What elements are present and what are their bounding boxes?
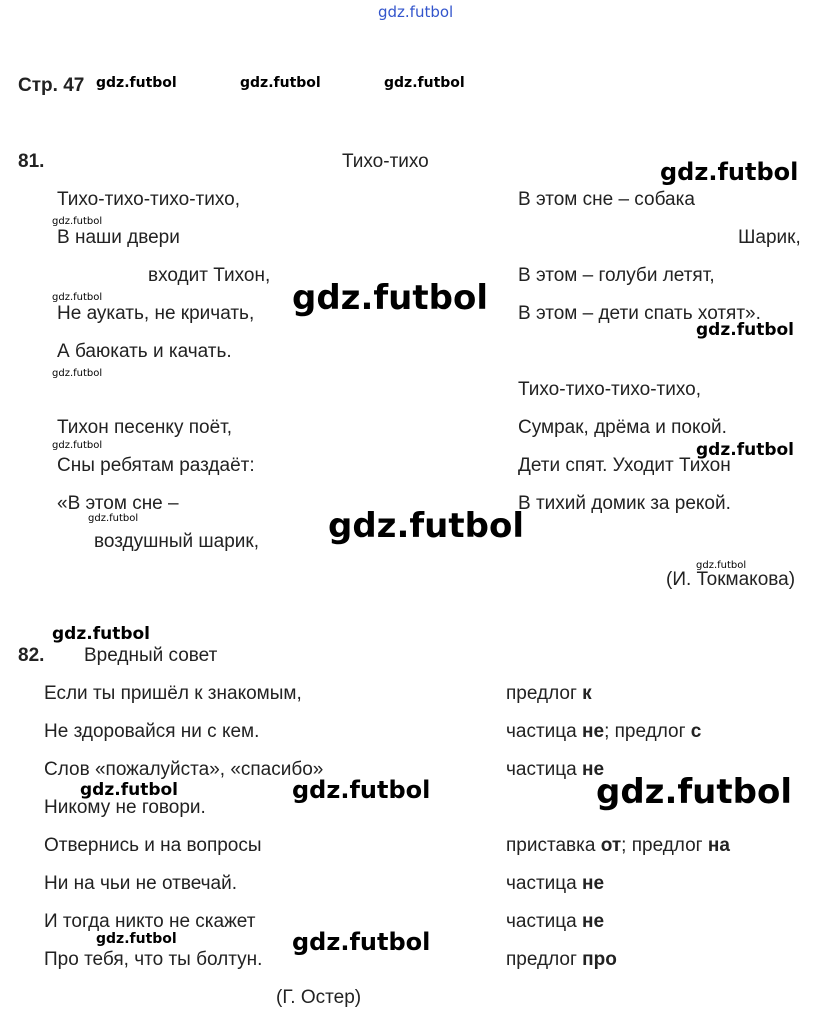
watermark: gdz.futbol <box>52 216 103 227</box>
poem-line: Про тебя, что ты болтун. <box>44 949 263 970</box>
poem-line: Ни на чьи не отвечай. <box>44 873 238 894</box>
watermark: gdz.futbol <box>96 931 177 947</box>
poem-line: Не здоровайся ни с кем. <box>44 721 260 742</box>
watermark: gdz.futbol <box>96 75 177 91</box>
watermark: gdz.futbol <box>696 560 747 571</box>
poem-line: В этом – голуби летят, <box>518 265 715 286</box>
exercise-81-title: Тихо-тихо <box>342 151 429 172</box>
watermark: gdz.futbol <box>328 506 524 546</box>
poem-line: Сны ребятам раздаёт: <box>57 455 255 476</box>
poem-line: В тихий домик за рекой. <box>518 493 731 514</box>
watermark: gdz.futbol <box>384 75 465 91</box>
watermark: gdz.futbol <box>52 440 103 451</box>
watermark: gdz.futbol <box>80 780 178 800</box>
watermark: gdz.futbol <box>292 776 431 804</box>
watermark: gdz.futbol <box>696 440 794 460</box>
watermark: gdz.futbol <box>88 513 139 524</box>
poem-line: воздушный шарик, <box>94 531 259 552</box>
exercise-82-author: (Г. Остер) <box>276 987 362 1008</box>
grammar-note: частица не; предлог с <box>506 721 702 742</box>
grammar-note: предлог к <box>506 683 592 704</box>
poem-line: И тогда никто не скажет <box>44 911 256 932</box>
poem-line: Шарик, <box>738 227 801 248</box>
poem-line: Дети спят. Уходит Тихон <box>518 455 731 476</box>
poem-line: «В этом сне – <box>57 493 179 514</box>
watermark: gdz.futbol <box>240 75 321 91</box>
watermark: gdz.futbol <box>52 368 103 379</box>
poem-line: В этом – дети спать хотят». <box>518 303 761 324</box>
page-header: Стр. 47 <box>18 75 85 96</box>
poem-line: Тихо-тихо-тихо-тихо, <box>518 379 702 400</box>
exercise-82-title: Вредный совет <box>84 645 218 666</box>
grammar-note: частица не <box>506 759 605 780</box>
poem-line: входит Тихон, <box>148 265 271 286</box>
exercise-82-number: 82. <box>18 645 45 666</box>
watermark: gdz.futbol <box>292 928 431 956</box>
watermark: gdz.futbol <box>660 158 799 186</box>
grammar-note: частица не <box>506 911 605 932</box>
grammar-note: приставка от; предлог на <box>506 835 730 856</box>
poem-line: Не аукать, не кричать, <box>57 303 255 324</box>
poem-line: Тихон песенку поёт, <box>57 417 233 438</box>
exercise-81-number: 81. <box>18 151 45 172</box>
poem-line: В этом сне – собака <box>518 189 695 210</box>
exercise-81-author: (И. Токмакова) <box>666 569 796 590</box>
poem-line: А баюкать и качать. <box>57 341 232 362</box>
watermark: gdz.futbol <box>52 292 103 303</box>
poem-line: Слов «пожалуйста», «спасибо» <box>44 759 324 780</box>
grammar-note: частица не <box>506 873 605 894</box>
watermark: gdz.futbol <box>596 772 792 812</box>
poem-line: Отвернись и на вопросы <box>44 835 262 856</box>
poem-line: В наши двери <box>57 227 180 248</box>
grammar-note: предлог про <box>506 949 617 970</box>
poem-line: Если ты пришёл к знакомым, <box>44 683 302 704</box>
watermark-top: gdz.futbol <box>378 3 454 21</box>
poem-line: Тихо-тихо-тихо-тихо, <box>57 189 241 210</box>
poem-line: Сумрак, дрёма и покой. <box>518 417 727 438</box>
watermark: gdz.futbol <box>292 278 488 318</box>
poem-line: Никому не говори. <box>44 797 206 818</box>
watermark: gdz.futbol <box>696 320 794 340</box>
watermark: gdz.futbol <box>52 624 150 644</box>
